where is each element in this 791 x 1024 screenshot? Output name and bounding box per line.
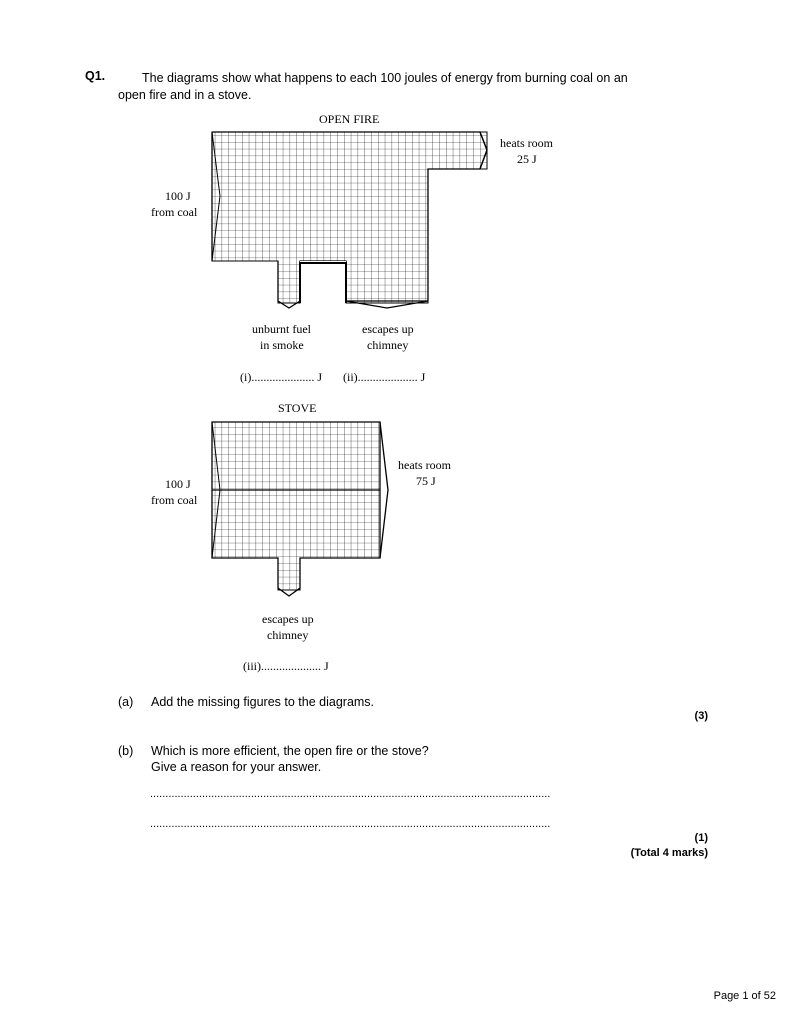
- stove-input-value: 100 J: [165, 477, 191, 491]
- question-intro-line1: The diagrams show what happens to each 100 joules of energy from burning coal on an: [142, 71, 628, 85]
- question-number: Q1.: [85, 69, 106, 83]
- open-fire-input-value: 100 J: [165, 189, 191, 203]
- part-b-text-line2: Give a reason for your answer.: [151, 760, 322, 774]
- open-fire-grid: [212, 132, 487, 303]
- open-fire-title: OPEN FIRE: [319, 112, 380, 126]
- stove-heats-room-label: heats room: [398, 458, 451, 472]
- stove-sankey-diagram: [140, 400, 580, 610]
- part-a-text: Add the missing figures to the diagrams.: [151, 695, 375, 709]
- open-fire-smoke-label-2: in smoke: [260, 338, 304, 352]
- open-fire-heats-room-label: heats room: [500, 136, 553, 150]
- stove-chimney-label-1: escapes up: [262, 612, 314, 626]
- part-b-marks: (1): [694, 832, 708, 844]
- open-fire-chimney-label-2: chimney: [367, 338, 409, 352]
- open-fire-input-label: from coal: [151, 205, 198, 219]
- stove-heats-room-value: 75 J: [416, 474, 436, 488]
- total-marks: (Total 4 marks): [630, 847, 708, 859]
- part-b-text-line1: Which is more efficient, the open fire or the stove?: [151, 744, 429, 758]
- answer-i-field[interactable]: (i)..................... J: [240, 370, 322, 384]
- part-b-answer-line-1[interactable]: ...................................................................................................................................: [150, 788, 551, 800]
- page-number: Page 1 of 52: [713, 990, 776, 1002]
- answer-ii-field[interactable]: (ii).................... J: [343, 370, 426, 384]
- part-a-label: (a): [118, 695, 134, 709]
- open-fire-smoke-label-1: unburnt fuel: [252, 322, 311, 336]
- stove-input-label: from coal: [151, 493, 198, 507]
- question-intro-line2: open fire and in a stove.: [118, 88, 252, 102]
- open-fire-heats-room-value: 25 J: [517, 152, 537, 166]
- stove-grid: [212, 422, 380, 590]
- open-fire-chimney-label-1: escapes up: [362, 322, 414, 336]
- stove-chimney-label-2: chimney: [267, 628, 309, 642]
- part-b-answer-line-2[interactable]: ...................................................................................................................................: [150, 818, 551, 830]
- stove-title: STOVE: [278, 401, 317, 415]
- part-b-label: (b): [118, 744, 134, 758]
- answer-iii-field[interactable]: (iii).................... J: [243, 659, 329, 673]
- part-a-marks: (3): [694, 710, 708, 722]
